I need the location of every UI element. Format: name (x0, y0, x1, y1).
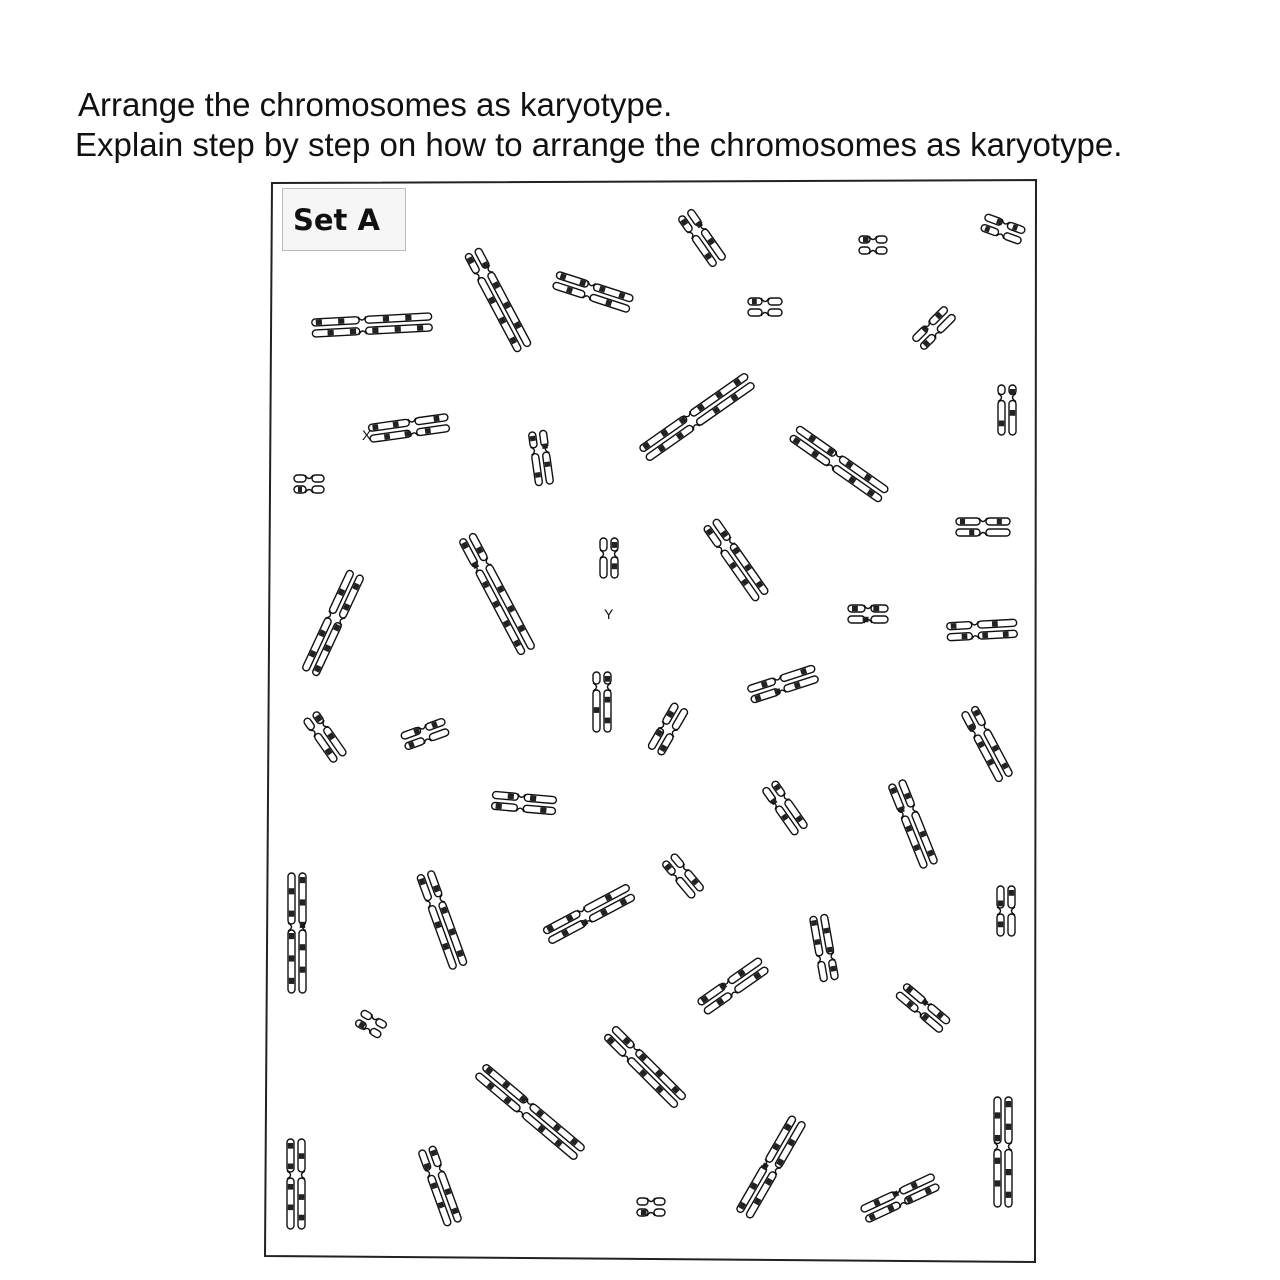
question-line-2: Explain step by step on how to arrange the chromosomes as karyotype. (75, 126, 1123, 163)
question-line-1: Arrange the chromosomes as karyotype. (78, 86, 673, 123)
x-chromosome-label: X (362, 427, 372, 443)
worksheet-border (265, 180, 1036, 1262)
y-chromosome-label: Y (604, 606, 614, 622)
set-label: Set A (282, 188, 406, 251)
